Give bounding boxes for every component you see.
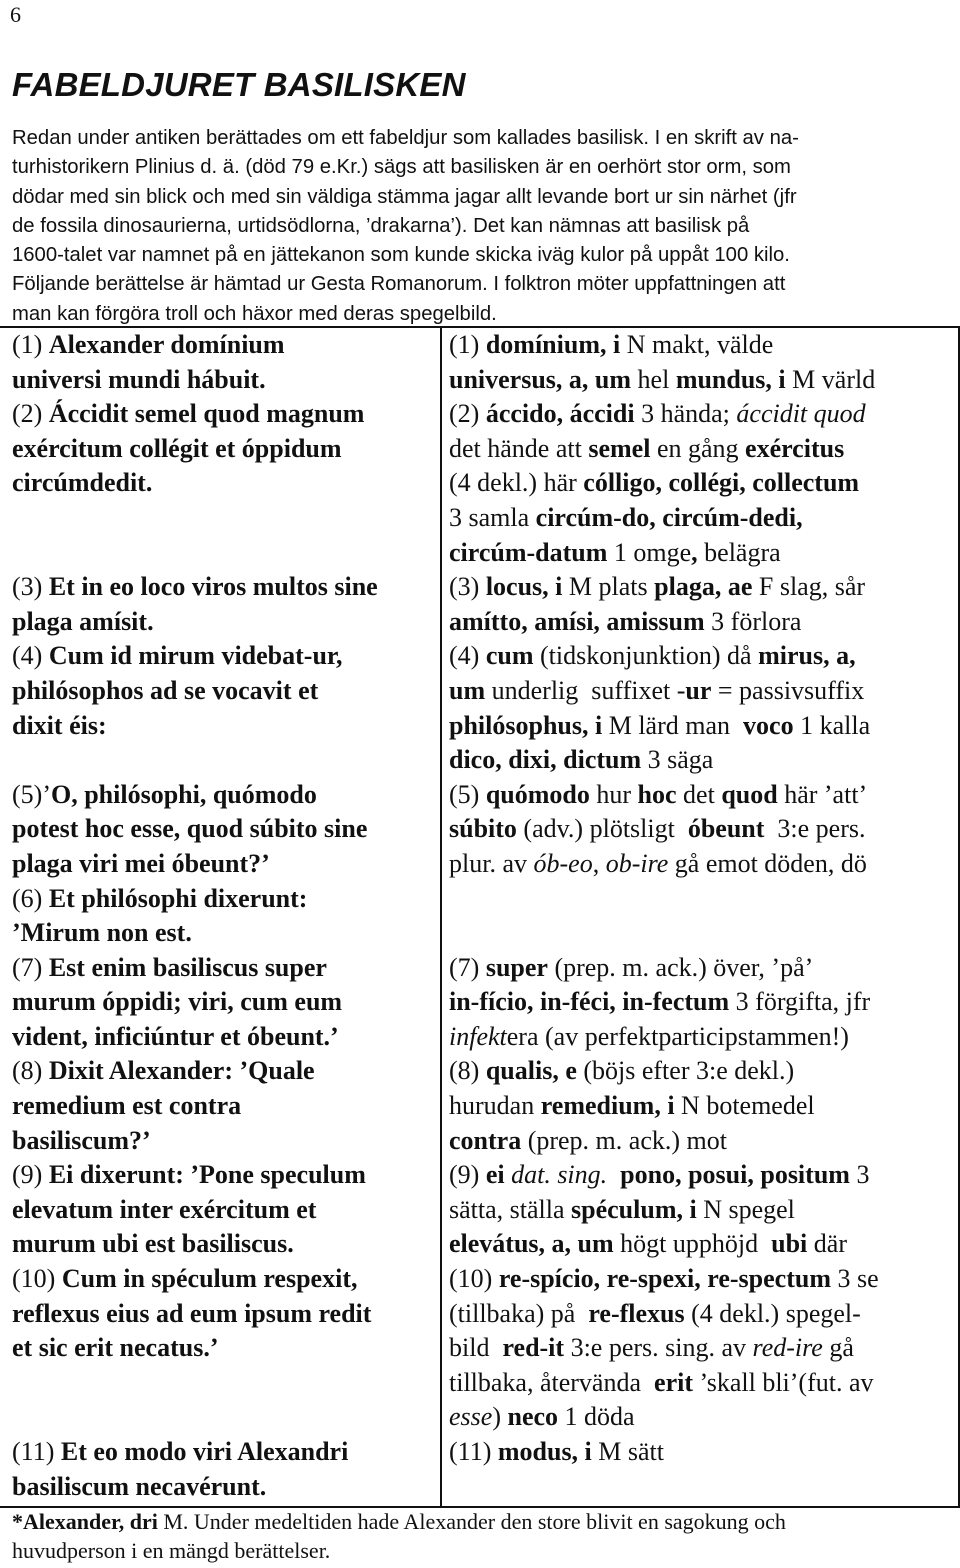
italic-term: áccidit quod <box>736 399 866 429</box>
text-run: plur. av <box>449 848 534 878</box>
latin-line <box>12 916 440 951</box>
latin-line <box>12 1400 440 1435</box>
text-run: (9) <box>449 1160 486 1190</box>
gloss-line <box>449 674 957 709</box>
bold-term: exércitus <box>745 433 845 463</box>
bold-term: basiliscum?’ <box>12 1125 151 1155</box>
bold-term: óbeunt <box>687 814 765 844</box>
gloss-line <box>449 847 957 882</box>
latin-line <box>12 397 440 432</box>
bold-term: quod <box>721 779 778 809</box>
latin-line <box>12 1124 440 1159</box>
bold-term: ei <box>485 1160 505 1190</box>
bold-term: vident, inficiúntur et óbeunt.’ <box>12 1021 339 1051</box>
bold-term: qualis, e <box>485 1056 577 1086</box>
bold-term: dixit éis: <box>12 710 107 740</box>
gloss-line <box>449 1470 957 1505</box>
bold-term: voco <box>743 710 794 740</box>
text-run: (11) <box>12 1437 61 1466</box>
text-run: (11) <box>449 1437 498 1466</box>
latin-line <box>12 1470 440 1505</box>
bold-term: ubi <box>771 1229 808 1259</box>
text-run: (8) <box>449 1056 486 1086</box>
latin-line <box>12 1193 440 1228</box>
gloss-line <box>449 1158 957 1193</box>
gloss-line <box>449 1435 957 1470</box>
text-run: (8) <box>12 1056 49 1086</box>
text-run: 3 <box>849 1160 870 1190</box>
text-run: (10) <box>12 1264 62 1294</box>
text-run: (tidskonjunktion) då <box>533 641 759 671</box>
latin-line <box>12 778 440 813</box>
bold-term: reflexus eius ad eum ipsum redit <box>12 1298 372 1328</box>
latin-line <box>12 951 440 986</box>
bold-term: *Alexander, dri <box>12 1509 158 1534</box>
text-run: (5) <box>449 779 486 809</box>
bold-term: áccido, áccidi <box>485 399 635 429</box>
gloss-line <box>449 1262 957 1297</box>
bold-term: philósophus, i <box>449 710 603 740</box>
gloss-line <box>449 778 957 813</box>
latin-line <box>12 847 440 882</box>
gloss-line <box>449 605 957 640</box>
bold-term: um <box>449 675 486 705</box>
footnote <box>12 1507 942 1565</box>
text-run: 3 hända; <box>634 399 737 429</box>
bold-term: hoc <box>637 779 677 809</box>
bold-term: ur <box>685 675 712 705</box>
gloss-line <box>449 709 957 744</box>
latin-line <box>12 639 440 674</box>
text-gloss-table <box>0 326 960 1508</box>
bold-term: Áccidit semel quod magnum <box>48 399 365 429</box>
italic-term: ob-ire <box>605 848 669 878</box>
text-run: (1) <box>449 330 486 359</box>
gloss-line <box>449 1020 957 1055</box>
text-run: (4) <box>12 641 49 671</box>
page-title: FABELDJURET BASILISKEN <box>12 66 466 103</box>
text-run: = passivsuffix <box>711 675 865 705</box>
gloss-line <box>449 1227 957 1262</box>
bold-term: philósophos ad se vocavit et <box>12 675 319 705</box>
text-run: hel <box>631 364 676 394</box>
bold-term: spéculum, i <box>571 1194 697 1224</box>
gloss-line <box>449 363 957 398</box>
text-run: 3 se <box>830 1264 879 1294</box>
italic-term: infekt <box>449 1021 507 1051</box>
gloss-line <box>449 812 957 847</box>
bold-term: mundus, i <box>675 364 786 394</box>
italic-term: red-ire <box>752 1333 823 1363</box>
gloss-line <box>449 432 957 467</box>
latin-line <box>12 605 440 640</box>
latin-line <box>12 1227 440 1262</box>
text-run: gå <box>822 1333 854 1363</box>
bold-term: remedium, i <box>540 1091 675 1121</box>
latin-line <box>12 1020 440 1055</box>
gloss-line <box>449 1124 957 1159</box>
intro-line: Följande berättelse är hämtad ur Gesta Romanorum. I folktron möter uppfattningen att <box>12 273 786 296</box>
bold-term: circúm-datum <box>449 537 608 567</box>
gloss-line <box>449 1193 957 1228</box>
bold-term: ’Mirum non est. <box>12 918 192 948</box>
text-run: underlig suffixet - <box>485 675 686 705</box>
bold-term: circúm-do, circúm-dedi, <box>535 502 803 532</box>
intro-line: dödar med sin blick och med sin väldiga stämma jagar allt levande bort ur sin närhet (jfr <box>12 185 797 208</box>
latin-line <box>12 1297 440 1332</box>
glossary-column <box>449 328 957 1504</box>
latin-line <box>12 466 440 501</box>
text-run: (3) <box>12 572 49 602</box>
latin-line <box>12 674 440 709</box>
intro-paragraph <box>12 124 912 329</box>
gloss-line <box>449 639 957 674</box>
text-run: (2) <box>449 399 486 429</box>
text-run: 1 omge <box>607 537 692 567</box>
gloss-line <box>449 916 957 951</box>
text-run: era (av perfektparticipstammen!) <box>506 1021 849 1051</box>
text-run: M värld <box>785 364 876 394</box>
bold-term: contra <box>449 1125 522 1155</box>
bold-term: amítto, amísi, amissum <box>449 606 705 636</box>
text-run: 1 döda <box>558 1402 635 1432</box>
text-run: (3) <box>449 572 486 602</box>
text-run: M plats <box>562 572 655 602</box>
text-run: (7) <box>449 952 486 982</box>
text-run: (adv.) plötsligt <box>516 814 688 844</box>
bold-term: domínium, i <box>485 330 621 359</box>
latin-line <box>12 1089 440 1124</box>
bold-term: Et eo modo viri Alexandri <box>60 1437 349 1466</box>
bold-term: re-flexus <box>588 1298 685 1328</box>
latin-line <box>12 363 440 398</box>
bold-term: red-it <box>502 1333 565 1363</box>
bold-term: quómodo <box>485 779 590 809</box>
text-run: 3 säga <box>641 745 714 775</box>
bold-term: Et in eo loco viros multos sine <box>48 572 378 602</box>
bold-term: murum ubi est basiliscus. <box>12 1229 294 1259</box>
latin-line <box>12 328 440 363</box>
gloss-line <box>449 397 957 432</box>
gloss-line <box>449 536 957 571</box>
latin-line <box>12 882 440 917</box>
text-run: 3 förlora <box>704 606 802 636</box>
latin-line <box>12 1158 440 1193</box>
text-run: tillbaka, återvända <box>449 1367 655 1397</box>
bold-term: et sic erit necatus.’ <box>12 1333 219 1363</box>
bold-term: murum óppidi; viri, cum eum <box>12 987 343 1017</box>
text-run: (9) <box>12 1160 49 1190</box>
bold-term: modus, i <box>497 1437 592 1466</box>
bold-term: pono, posui, positum <box>620 1160 850 1190</box>
text-run: gå emot döden, dö <box>668 848 867 878</box>
bold-term: O, philósophi, quómodo <box>50 779 317 809</box>
bold-term: remedium est contra <box>12 1091 242 1121</box>
gloss-line <box>449 951 957 986</box>
bold-term: erit <box>654 1367 693 1397</box>
latin-line <box>12 743 440 778</box>
bold-term: Est enim basiliscus super <box>48 952 327 982</box>
text-run: 3:e pers. sing. av <box>564 1333 753 1363</box>
bold-term: Dixit Alexander: ’Quale <box>48 1056 315 1086</box>
column-divider <box>440 328 442 1506</box>
gloss-line <box>449 570 957 605</box>
bold-term: plaga, ae <box>654 572 753 602</box>
bold-term: súbito <box>449 814 517 844</box>
bold-term: mirus, a, <box>758 641 856 671</box>
bold-term: elevatum inter exércitum et <box>12 1194 317 1224</box>
latin-line <box>12 1435 440 1470</box>
bold-term: potest hoc esse, quod súbito sine <box>12 814 368 844</box>
gloss-line <box>449 1297 957 1332</box>
intro-line: turhistorikern Plinius d. ä. (död 79 e.Kr.) sägs att basilisken är en oerhört stor orm, som <box>12 156 791 179</box>
text-run: 3:e pers. <box>764 814 866 844</box>
gloss-line <box>449 1331 957 1366</box>
footnote-line <box>12 1536 942 1565</box>
latin-line <box>12 432 440 467</box>
gloss-line <box>449 1400 957 1435</box>
page-number: 6 <box>10 2 21 27</box>
latin-line <box>12 570 440 605</box>
latin-line <box>12 812 440 847</box>
text-run: 1 kalla <box>793 710 871 740</box>
latin-line <box>12 1331 440 1366</box>
latin-line <box>12 1262 440 1297</box>
bold-term: re-spício, re-spexi, re-spectum <box>498 1264 831 1294</box>
bold-term: plaga viri mei óbeunt?’ <box>12 848 270 878</box>
latin-line <box>12 1054 440 1089</box>
gloss-line <box>449 1054 957 1089</box>
bold-term: universus, a, um <box>449 364 632 394</box>
intro-line: 1600-talet var namnet på en jättekanon som kunde skicka iväg kulor på uppåt 100 kilo. <box>12 244 790 267</box>
latin-line <box>12 536 440 571</box>
latin-line <box>12 501 440 536</box>
bold-term: Et philósophi dixerunt: <box>48 883 308 913</box>
gloss-line <box>449 501 957 536</box>
text-run: (4 dekl.) här <box>449 468 584 498</box>
bold-term: super <box>485 952 548 982</box>
gloss-line <box>449 985 957 1020</box>
text-run: (7) <box>12 952 49 982</box>
bold-term: elevátus, a, um <box>449 1229 614 1259</box>
intro-line: de fossila dinosaurierna, urtidsödlorna, ’drakarna’). Det kan nämnas att basilisk på <box>12 214 750 237</box>
text-run: (4) <box>449 641 486 671</box>
text-run: M sätt <box>591 1437 665 1466</box>
text-run: (prep. m. ack.) mot <box>521 1125 727 1155</box>
text-run: 3 samla <box>449 502 536 532</box>
text-run <box>607 1160 620 1189</box>
gloss-line <box>449 882 957 917</box>
bold-term: cum <box>485 641 534 671</box>
italic-term: ób-eo <box>533 848 593 878</box>
text-run: hurudan <box>449 1091 541 1121</box>
text-run: huvudperson i en mängd berättelser. <box>12 1538 331 1563</box>
text-run: M. Under medeltiden hade Alexander den store blivit en sagokung och <box>157 1509 786 1534</box>
bold-term: Ei dixerunt: ’Pone speculum <box>48 1160 366 1190</box>
intro-line: man kan förgöra troll och häxor med deras spegelbild. <box>12 302 497 325</box>
text-run: (prep. m. ack.) över, ’på’ <box>547 952 814 982</box>
text-run: N spegel <box>696 1194 795 1224</box>
text-run: här ’att’ <box>777 779 868 809</box>
italic-term: esse <box>449 1402 493 1432</box>
text-run: ) <box>492 1402 508 1432</box>
bold-term: in-fício, in-féci, in-fectum <box>449 987 730 1017</box>
text-run: där <box>807 1229 847 1259</box>
text-run: (tillbaka) på <box>449 1298 589 1328</box>
text-run: F slag, sår <box>752 572 866 602</box>
footnote-line <box>12 1507 942 1536</box>
latin-line <box>12 1366 440 1401</box>
gloss-line <box>449 743 957 778</box>
gloss-line <box>449 466 957 501</box>
bold-term: exércitum collégit et óppidum <box>12 433 342 463</box>
text-run: belägra <box>697 537 781 567</box>
latin-text-column <box>12 328 440 1504</box>
text-run: M lärd man <box>602 710 744 740</box>
gloss-line <box>449 328 957 363</box>
text-run: , <box>592 848 606 878</box>
bold-term: locus, i <box>485 572 563 602</box>
latin-line <box>12 985 440 1020</box>
bold-term: plaga amísit. <box>12 606 154 636</box>
bold-term: neco <box>507 1402 559 1432</box>
text-run: (2) <box>12 399 49 429</box>
text-run: det <box>676 779 722 809</box>
bold-term: circúmdedit. <box>12 468 153 498</box>
text-run: N makt, välde <box>620 330 774 359</box>
text-run: en gång <box>650 433 746 463</box>
bold-term: dico, dixi, dictum <box>449 745 642 775</box>
text-run: (6) <box>12 883 49 913</box>
bold-term: Cum id mirum videbat-ur, <box>48 641 343 671</box>
gloss-line <box>449 1089 957 1124</box>
latin-line <box>12 709 440 744</box>
bold-term: cólligo, collégi, collectum <box>583 468 860 498</box>
intro-line: Redan under antiken berättades om ett fabeldjur som kallades basilisk. I en skrift av na- <box>12 127 799 149</box>
text-run: (10) <box>449 1264 499 1294</box>
text-run: ’skall bli’(fut. av <box>693 1367 874 1397</box>
bold-term: , <box>691 537 698 567</box>
bold-term: universi mundi hábuit. <box>12 364 266 394</box>
text-run: 3 förgifta, jfr <box>729 987 871 1017</box>
text-run: (1) <box>12 330 49 359</box>
bold-term: basiliscum necavérunt. <box>12 1471 267 1501</box>
text-run: (4 dekl.) spegel- <box>684 1298 861 1328</box>
text-run: (5)’ <box>12 779 51 809</box>
bold-term: Alexander domínium <box>48 330 285 359</box>
bold-term: Cum in spéculum respexit, <box>61 1264 358 1294</box>
text-run: (böjs efter 3:e dekl.) <box>576 1056 795 1086</box>
italic-term: dat. sing. <box>511 1160 608 1190</box>
bold-term: semel <box>588 433 651 463</box>
gloss-line <box>449 1366 957 1401</box>
text-run: det hände att <box>449 433 589 463</box>
text-run: N botemedel <box>674 1091 815 1121</box>
text-run: hur <box>589 779 638 809</box>
text-run: sätta, ställa <box>449 1194 572 1224</box>
text-run: högt upphöjd <box>613 1229 772 1259</box>
text-run: bild <box>449 1333 503 1363</box>
